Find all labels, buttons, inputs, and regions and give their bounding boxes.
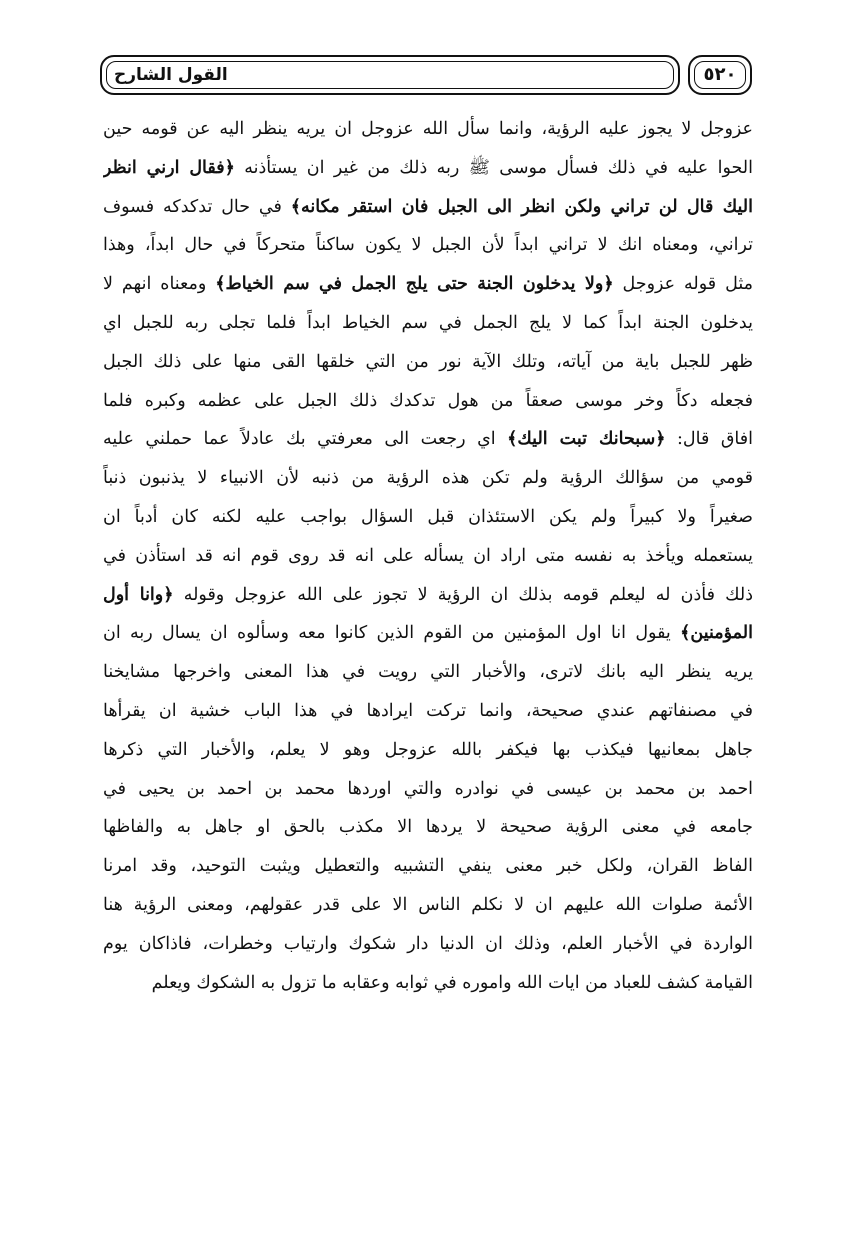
text-line-7: ظهر للجبل باية من آياته، وتلك الآية نور من التي خلقها القى منها على ذلك الجبل (103, 351, 753, 372)
text-line-6: يدخلون الجنة ابداً كما لا يلج الجمل في سم الخياط ابداً فلما تجلى ربه للجبل اي (103, 312, 753, 333)
text-line-2: الحوا عليه في ذلك فسأل موسى ﷺ ربه ذلك من غير ان يستأذنه ﴿فقال ارني انظر (103, 157, 753, 178)
text-line-17: جاهل بمعانيها فيكذب بها فيكفر بالله عزوجل وهو لا يعلم، والأخبار التي ذكرها (103, 739, 753, 760)
text-line-4: تراني، ومعناه انك لا تراني ابداً لأن الجبل لا يكون ساكناً متحركاً في حال ابداً، وهذا (103, 235, 753, 256)
quran-quote: ﴿سبحانك تبت اليك﴾ (507, 429, 666, 450)
text-line-8: فجعله دكاً وخر موسى صعقاً من هول تدكدك ذلك الجبل على عظمه وكبره فلما (103, 390, 753, 411)
text-line-23: القيامة كشف للعباد من ايات الله واموره في ثوابه وعقابه ما تزول به الشكوك ويعلم (151, 972, 753, 993)
text-line-1: عزوجل لا يجوز عليه الرؤية، وانما سأل الله عزوجل ان يريه ينظر اليه عن قومه حين (103, 119, 753, 139)
text-line-9: افاق قال: ﴿سبحانك تبت اليك﴾ اي رجعت الى معرفتي بك عادلاً عما حملني عليه (103, 429, 753, 450)
running-title-frame (100, 55, 680, 95)
text-line-19: جامعه في معنى الرؤية صحيحة لا يردها الا مكذب بالحق او جاهل به والفاظها (103, 817, 753, 838)
text-line-15: يريه ينظر اليه بانك لاترى، والأخبار التي رويت في هذا المعنى واخرجها مشايخنا (103, 662, 753, 683)
text-line-10: قومي من سؤالك الرؤية ولم تكن هذه الرؤية من ذنبه لأن الانبياء لا يذنبون ذنباً (103, 468, 753, 489)
text-line-21: الأئمة صلوات الله عليهم ان لا نكلم الناس الا على قدر عقولهم، ومعنى الرؤية هنا (103, 894, 753, 915)
text-line-13: ذلك فأذن له ليعلم قومه بذلك ان الرؤية لا تجوز على الله عزوجل وقوله ﴿وانا أول (103, 584, 753, 605)
running-title: القول الشارح (114, 65, 228, 85)
quran-quote: ﴿فقال ارني انظر (103, 157, 235, 178)
quran-quote: ﴿وانا أول (103, 584, 174, 605)
quran-quote: ﴿ولا يدخلون الجنة حتى يلج الجمل في سم الخياط﴾ (215, 274, 614, 295)
page-number-frame (688, 55, 752, 95)
text-line-18: احمد بن محمد بن عيسى في نوادره والتي اوردها محمد بن احمد بن يحيى في (103, 778, 753, 799)
text-line-12: يستعمله ويأخذ به نفسه متى اراد ان يسأله على انه قد روى قوم انه قد استأذن في (103, 545, 753, 566)
body-text (103, 110, 753, 1002)
text-line-14: المؤمنين﴾ يقول انا اول المؤمنين من القوم الذين كانوا معه وسألوه ان يسال ربه ان (103, 623, 753, 644)
text-line-5: مثل قوله عزوجل ﴿ولا يدخلون الجنة حتى يلج الجمل في سم الخياط﴾ ومعناه انهم لا (103, 274, 753, 295)
page-header (100, 55, 752, 99)
page-number: ٥٢٠ (703, 64, 737, 85)
text-line-20: الفاظ القران، ولكل خبر معنى ينفي التشبيه والتعطيل ويثبت التوحيد، وقد امرنا (103, 856, 753, 877)
text-line-22: الواردة في الأخبار العلم، وذلك ان الدنيا دار شكوك وارتياب وخطرات، فاذاكان يوم (103, 933, 753, 954)
quran-quote: المؤمنين﴾ (680, 623, 753, 644)
text-line-16: في مصنفاتهم عندي صحيحة، وانما تركت ايرادها في هذا الباب خشية ان يقرأها (103, 700, 753, 721)
quran-quote: اليك قال لن تراني ولكن انظر الى الجبل فان استقر مكانه﴾ (290, 196, 753, 217)
text-line-11: صغيراً ولا كبيراً ولم يكن الاستئذان قبل السؤال بواجب عليه لكنه كان أدباً ان (103, 506, 753, 527)
text-line-3: اليك قال لن تراني ولكن انظر الى الجبل فان استقر مكانه﴾ في حال تدكدكه فسوف (103, 196, 753, 217)
